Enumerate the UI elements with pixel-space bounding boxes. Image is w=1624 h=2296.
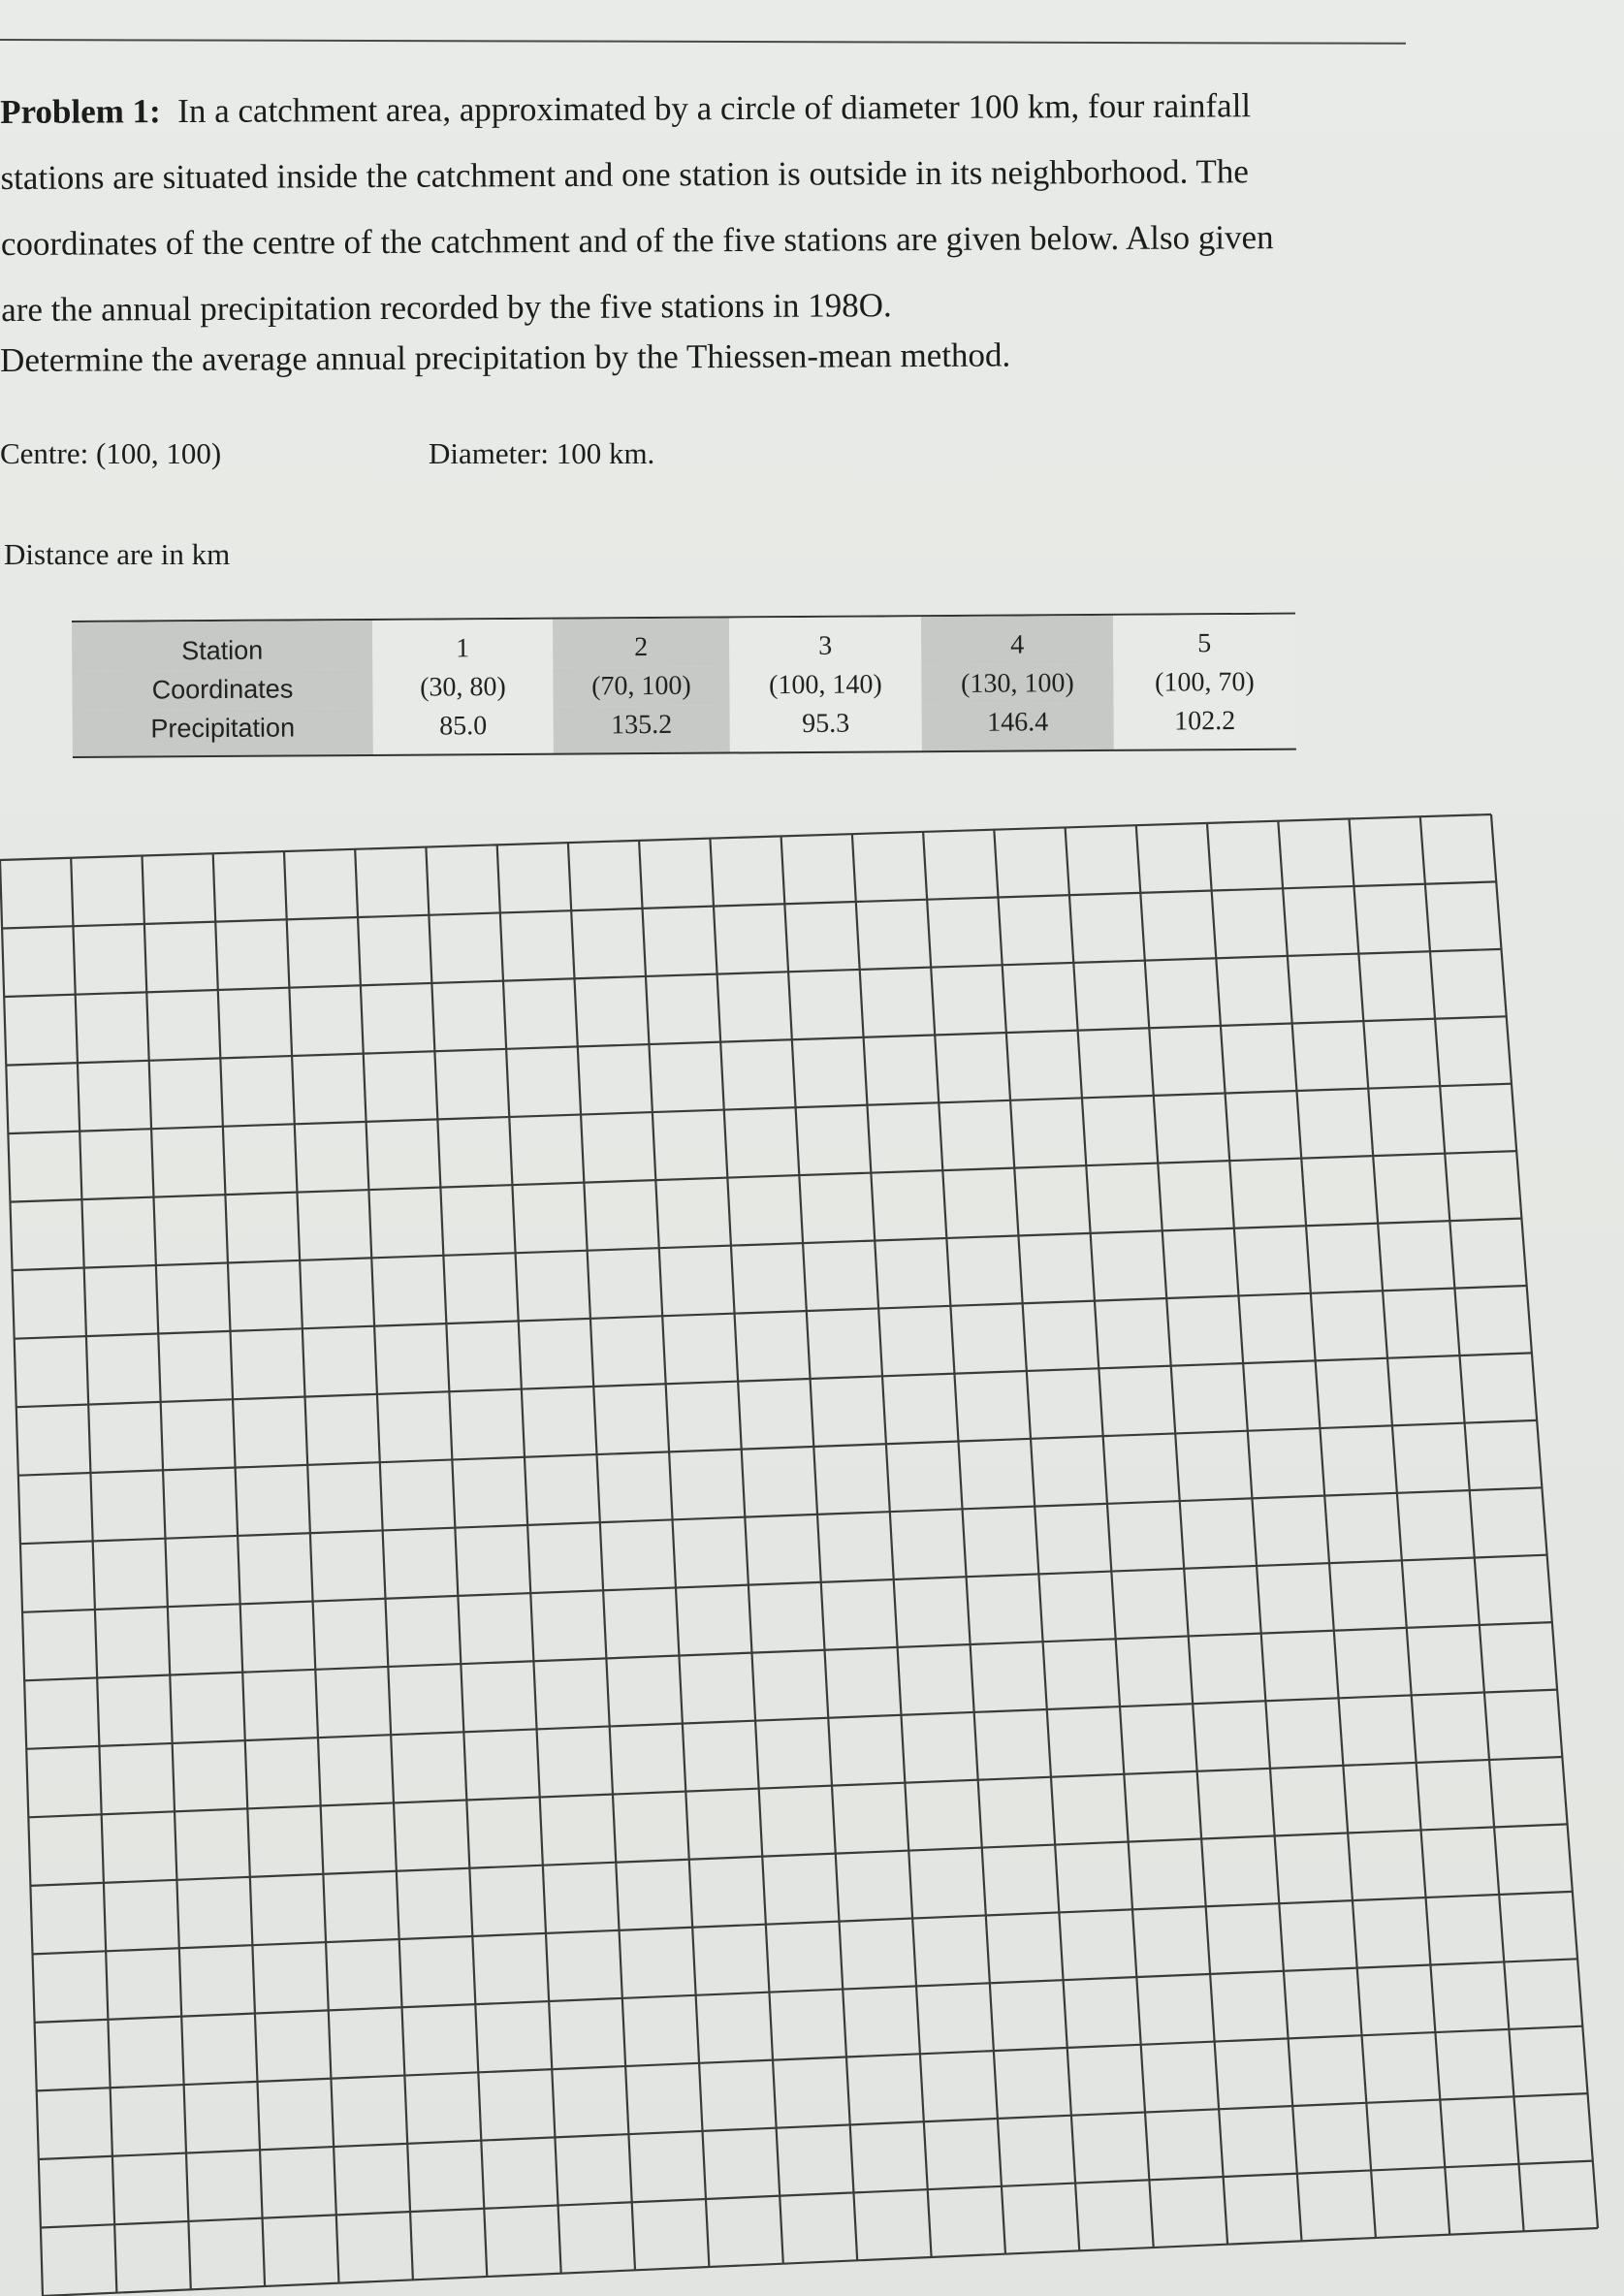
grid-vertical-line: [1136, 825, 1227, 2245]
grid-vertical-line: [781, 836, 858, 2260]
grid-vertical-line: [568, 843, 635, 2270]
grid-vertical-line: [710, 839, 782, 2264]
centre-coordinates: Centre: (100, 100): [0, 436, 222, 470]
grid-vertical-line: [71, 858, 116, 2293]
grid-horizontal-line: [22, 1555, 1547, 1612]
grid-vertical-line: [497, 845, 561, 2273]
grid-vertical-line: [923, 832, 1005, 2254]
grid-vertical-line: [1350, 819, 1450, 2235]
grid-horizontal-line: [28, 1757, 1562, 1817]
problem-text-1: In a catchment area, approximated by a circle of diameter 100 km, four rainfall: [177, 86, 1252, 131]
grid-vertical-line: [355, 849, 413, 2280]
station-1-coordinates: (30, 80): [372, 668, 553, 708]
row-label-precipitation: Precipitation: [73, 708, 373, 756]
station-4-precipitation: 146.4: [922, 703, 1114, 750]
grid-vertical-line: [143, 856, 191, 2290]
station-3-precipitation: 95.3: [730, 704, 922, 751]
station-4-coordinates: (130, 100): [921, 664, 1113, 704]
station-3-coordinates: (100, 140): [729, 665, 921, 705]
grid-horizontal-line: [8, 1084, 1512, 1133]
problem-line-2: stations are situated inside the catchment and one station is outside in its neighborhood. The: [0, 152, 1249, 197]
station-5-coordinates: (100, 70): [1113, 663, 1295, 703]
grid-horizontal-line: [16, 1353, 1532, 1407]
grid-horizontal-line: [4, 949, 1501, 997]
grid-horizontal-line: [37, 2026, 1583, 2091]
grid-horizontal-line: [41, 2161, 1593, 2228]
grid-vertical-line: [852, 834, 932, 2257]
grid-horizontal-line: [33, 1892, 1573, 1955]
station-2-coordinates: (70, 100): [553, 667, 729, 707]
problem-label: Problem 1:: [0, 92, 161, 131]
grid-vertical-line: [639, 841, 709, 2267]
station-5-number: 5: [1113, 615, 1295, 664]
row-label-station: Station: [72, 621, 372, 671]
problem-line-3: coordinates of the centre of the catchment and of the five stations are given below. Also given: [0, 218, 1274, 263]
grid-horizontal-line: [11, 1151, 1517, 1202]
station-1-number: 1: [372, 620, 553, 669]
distance-units-note: Distance are in km: [4, 537, 231, 571]
grid-horizontal-line: [0, 814, 1491, 860]
grid-vertical-line: [1066, 827, 1154, 2248]
grid-horizontal-line: [6, 1016, 1506, 1065]
station-2-number: 2: [553, 619, 729, 668]
station-5-precipitation: 102.2: [1114, 702, 1296, 749]
grid-horizontal-line: [2, 881, 1496, 928]
grid-horizontal-line: [20, 1487, 1542, 1544]
grid-horizontal-line: [18, 1420, 1537, 1476]
station-4-number: 4: [921, 616, 1113, 665]
grid-horizontal-line: [24, 1622, 1552, 1680]
task-statement: Determine the average annual precipitation by the Thiessen-mean method.: [0, 335, 1011, 379]
grid-vertical-line: [284, 851, 339, 2283]
station-3-number: 3: [729, 617, 921, 666]
grid-vertical-line: [426, 847, 487, 2277]
grid-horizontal-line: [30, 1824, 1567, 1886]
grid-horizontal-line: [15, 1286, 1527, 1339]
grid-horizontal-line: [35, 1959, 1577, 2023]
station-1-precipitation: 85.0: [373, 707, 554, 754]
grid-horizontal-line: [26, 1690, 1557, 1749]
grid-horizontal-line: [39, 2093, 1588, 2159]
grid-vertical-line: [1278, 821, 1376, 2238]
grid-vertical-line: [213, 853, 265, 2286]
grid-horizontal-line: [13, 1219, 1522, 1271]
grid-vertical-line: [994, 830, 1079, 2251]
grid-vertical-line: [1207, 823, 1302, 2241]
catchment-diameter: Diameter: 100 km.: [429, 436, 655, 470]
problem-line-4: are the annual precipitation recorded by the five stations in 198O.: [1, 286, 892, 329]
station-2-precipitation: 135.2: [554, 706, 730, 753]
grid-vertical-line: [0, 860, 43, 2296]
row-label-coordinates: Coordinates: [72, 669, 372, 710]
grid-horizontal-line: [43, 2228, 1598, 2296]
